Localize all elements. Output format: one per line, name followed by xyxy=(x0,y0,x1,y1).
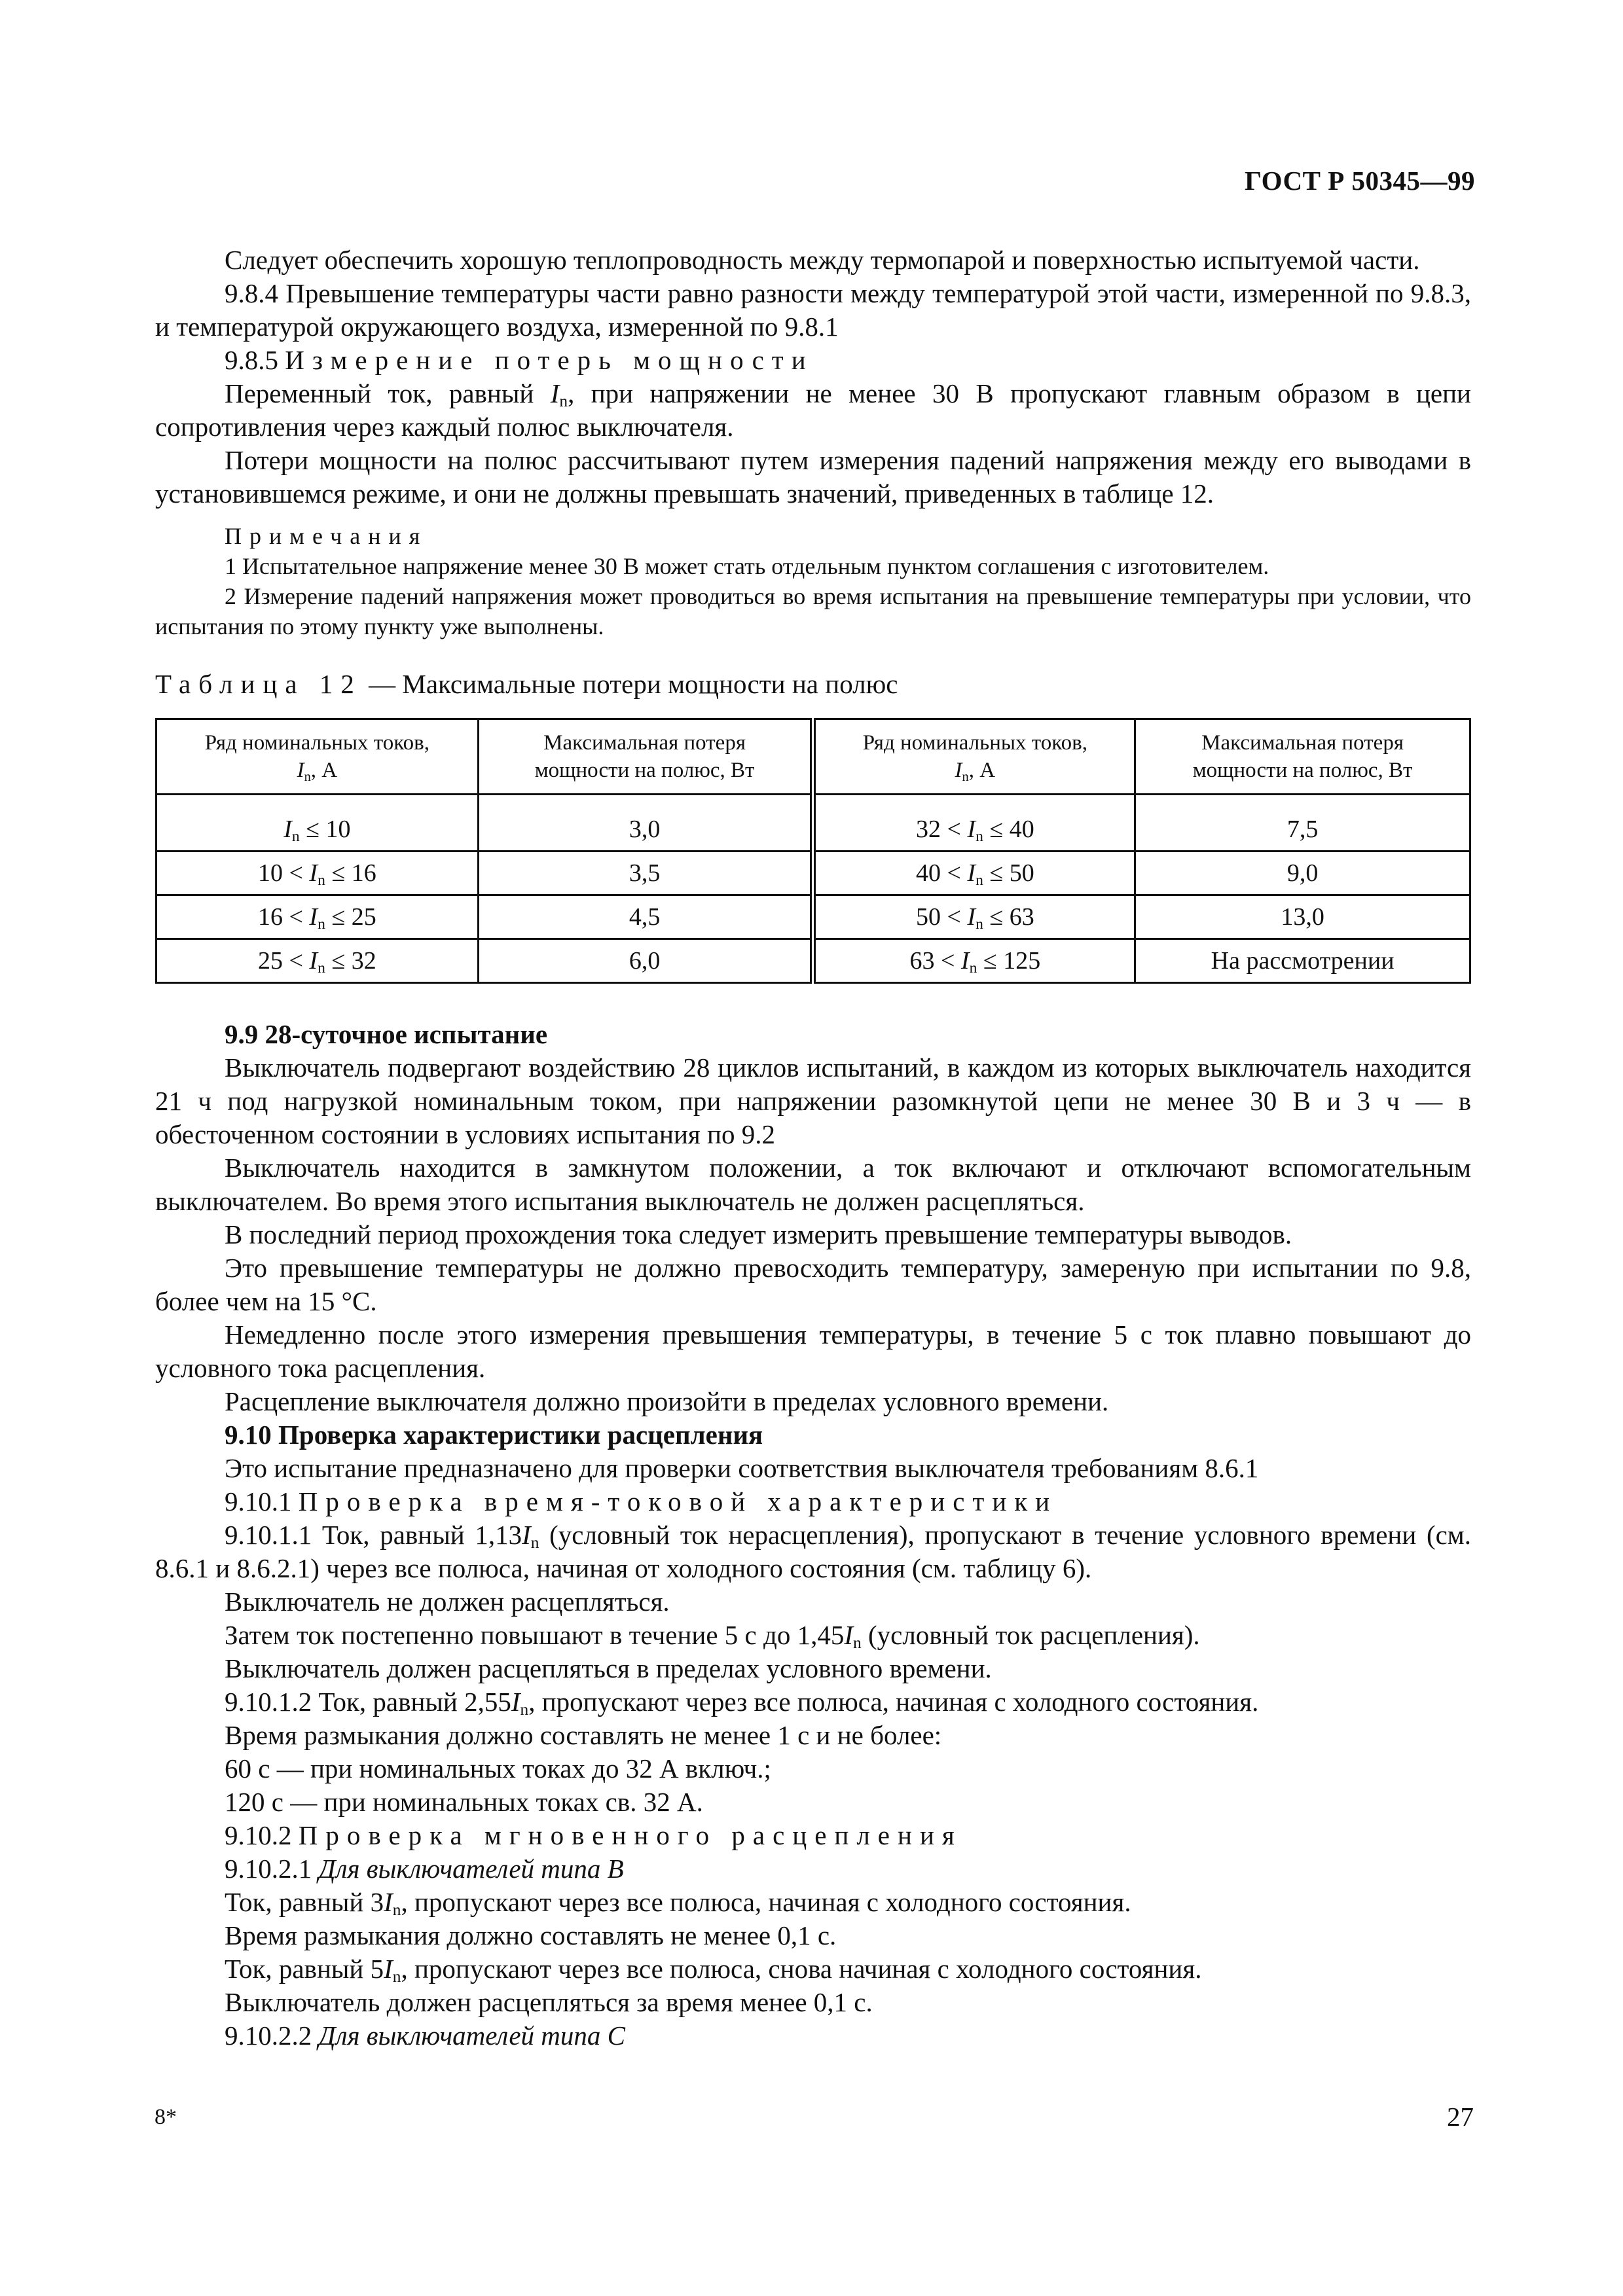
section-9-10 xyxy=(155,1418,1471,2053)
header-rated-currents: Ряд номинальных токов, $I_n$, А xyxy=(813,719,1135,795)
paragraph: Это превышение температуры не должно превосходить температуру, замереную при испытании по 9.8, более чем на 15 °С. xyxy=(155,1253,1471,1316)
paragraph: Немедленно после этого измерения превышения температуры, в течение 5 с ток плавно повышают до условного тока расцепления. xyxy=(155,1319,1471,1383)
table-row xyxy=(156,939,1470,983)
paragraph: 9.10.2.2 Для выключателей типа С xyxy=(225,2020,625,2051)
paragraph: 9.8.4 Превышение температуры части равно разности между температурой этой части, измеренной по 9.8.3, и температурой окружающего воздуха, измеренной по 9.8.1 xyxy=(155,278,1471,342)
range-cell: $63 < I_n \le 125$ xyxy=(813,939,1135,983)
range-cell: $32 < I_n \le 40$ xyxy=(813,795,1135,852)
subsection-heading: 9.10.1 Проверка время-токовой характеристики xyxy=(225,1486,1058,1516)
value-cell: 7,5 xyxy=(1135,795,1470,852)
power-loss-table xyxy=(155,718,1471,984)
table-label: Таблица 12 xyxy=(155,669,362,699)
range-cell: $50 < I_n \le 63$ xyxy=(813,895,1135,939)
paragraph: Выключатель подвергают воздействию 28 циклов испытаний, в каждом из которых выключатель находится 21 ч под нагрузкой номинальным током, при напряжении разомкнутой цепи не менее 30 В и 3 ч — в обесточенном состоянии в условиях испытания по 9.2 xyxy=(155,1052,1471,1149)
value-cell: 3,5 xyxy=(478,852,813,895)
range-cell: $40 < I_n \le 50$ xyxy=(813,852,1135,895)
section-heading: 9.10 Проверка характеристики расцепления xyxy=(225,1420,763,1450)
value-cell: 13,0 xyxy=(1135,895,1470,939)
value-cell: 4,5 xyxy=(478,895,813,939)
subsection-title: Измерение потерь мощности xyxy=(285,345,814,375)
paragraph: Выключатель должен расцепляться в пределах условного времени. xyxy=(225,1653,992,1683)
table-row xyxy=(156,795,1470,852)
paragraph: Это испытание предназначено для проверки соответствия выключателя требованиям 8.6.1 xyxy=(225,1453,1259,1483)
paragraph: Переменный ток, равный $I_n$, при напряжении не менее 30 В пропускают главным образом в цепи сопротивления через каждый полюс выключателя. xyxy=(155,378,1471,442)
paragraph: Следует обеспечить хорошую теплопроводность между термопарой и поверхностью испытуемой части. xyxy=(225,245,1420,275)
paragraph: 9.10.1.1 Ток, равный $1,13I_n$ (условный ток нерасцепления), пропускают в течение условного времени (см. 8.6.1 и 8.6.2.1) через все полюса, начиная от холодного состояния (см. таблицу 6). xyxy=(155,1520,1471,1583)
subsection-heading: 9.10.2 Проверка мгновенного расцепления xyxy=(225,1820,962,1850)
paragraph: Время размыкания должно составлять не менее 0,1 с. xyxy=(225,1920,837,1950)
value-cell: 3,0 xyxy=(478,795,813,852)
table-row xyxy=(156,895,1470,939)
value-cell: На рассмотрении xyxy=(1135,939,1470,983)
table-header-row xyxy=(156,719,1470,795)
range-cell: $25 < I_n \le 32$ xyxy=(156,939,479,983)
table-title: — Максимальные потери мощности на полюс xyxy=(361,669,898,699)
paragraph: Ток, равный $3I_n$, пропускают через все полюса, начиная с холодного состояния. xyxy=(225,1887,1131,1919)
section-heading: 9.9 28-суточное испытание xyxy=(225,1019,548,1049)
paragraph: Время размыкания должно составлять не менее 1 с и не более: xyxy=(225,1720,942,1750)
paragraph: 9.10.2.1 Для выключателей типа В xyxy=(225,1854,624,1884)
range-cell: $I_n \le 10$ xyxy=(156,795,479,852)
paragraph: Выключатель должен расцепляться за время менее 0,1 с. xyxy=(225,1987,873,2017)
notes-title: Примечания xyxy=(225,523,428,549)
value-cell: 9,0 xyxy=(1135,852,1470,895)
page-number: 27 xyxy=(1447,2102,1474,2132)
notes xyxy=(155,521,1471,641)
table-row xyxy=(156,852,1470,895)
paragraph: Выключатель не должен расцепляться. xyxy=(225,1587,670,1617)
paragraph: В последний период прохождения тока следует измерить превышение температуры выводов. xyxy=(225,1219,1292,1249)
list-item: 60 с — при номинальных токах до 32 А включ.; xyxy=(225,1753,771,1784)
note-item: 2 Измерение падений напряжения может проводиться во время испытания на превышение температуры при условии, что испытания по этому пункту уже выполнены. xyxy=(155,583,1471,639)
paragraph: Ток, равный $5I_n$, пропускают через все полюса, снова начиная с холодного состояния. xyxy=(225,1954,1202,1986)
header-rated-currents: Ряд номинальных токов, $I_n$, А xyxy=(156,719,479,795)
subsection-number: 9.8.5 xyxy=(225,345,278,375)
page-body xyxy=(155,243,1471,2053)
list-item: 120 с — при номинальных токах св. 32 А. xyxy=(225,1787,703,1817)
paragraph: Затем ток постепенно повышают в течение 5 с до $1,45I_n$ (условный ток расцепления). xyxy=(225,1620,1200,1652)
paragraph: Выключатель находится в замкнутом положении, а ток включают и отключают вспомогательным выключателем. Во время этого испытания выключатель не должен расцепляться. xyxy=(155,1153,1471,1216)
document-header: ГОСТ Р 50345—99 xyxy=(1245,166,1475,196)
footer-sheet-mark: 8* xyxy=(155,2105,177,2129)
paragraph: Расцепление выключателя должно произойти в пределах условного времени. xyxy=(225,1386,1109,1416)
range-cell: $10 < I_n \le 16$ xyxy=(156,852,479,895)
header-max-loss: Максимальная потеря мощности на полюс, Вт xyxy=(478,719,813,795)
section-9-9 xyxy=(155,1018,1471,1418)
range-cell: $16 < I_n \le 25$ xyxy=(156,895,479,939)
paragraph: Потери мощности на полюс рассчитывают путем измерения падений напряжения между его выводами в установившемся режиме, и они не должны превышать значений, приведенных в таблице 12. xyxy=(155,445,1471,509)
table-caption xyxy=(155,668,1471,701)
paragraph: 9.10.1.2 Ток, равный $2,55I_n$, пропускают через все полюса, начиная с холодного состояния. xyxy=(225,1687,1259,1719)
subsection-heading xyxy=(155,344,1471,377)
value-cell: 6,0 xyxy=(478,939,813,983)
note-item: 1 Испытательное напряжение менее 30 В может стать отдельным пунктом соглашения с изготовителем. xyxy=(225,553,1269,579)
header-max-loss: Максимальная потеря мощности на полюс, Вт xyxy=(1135,719,1470,795)
